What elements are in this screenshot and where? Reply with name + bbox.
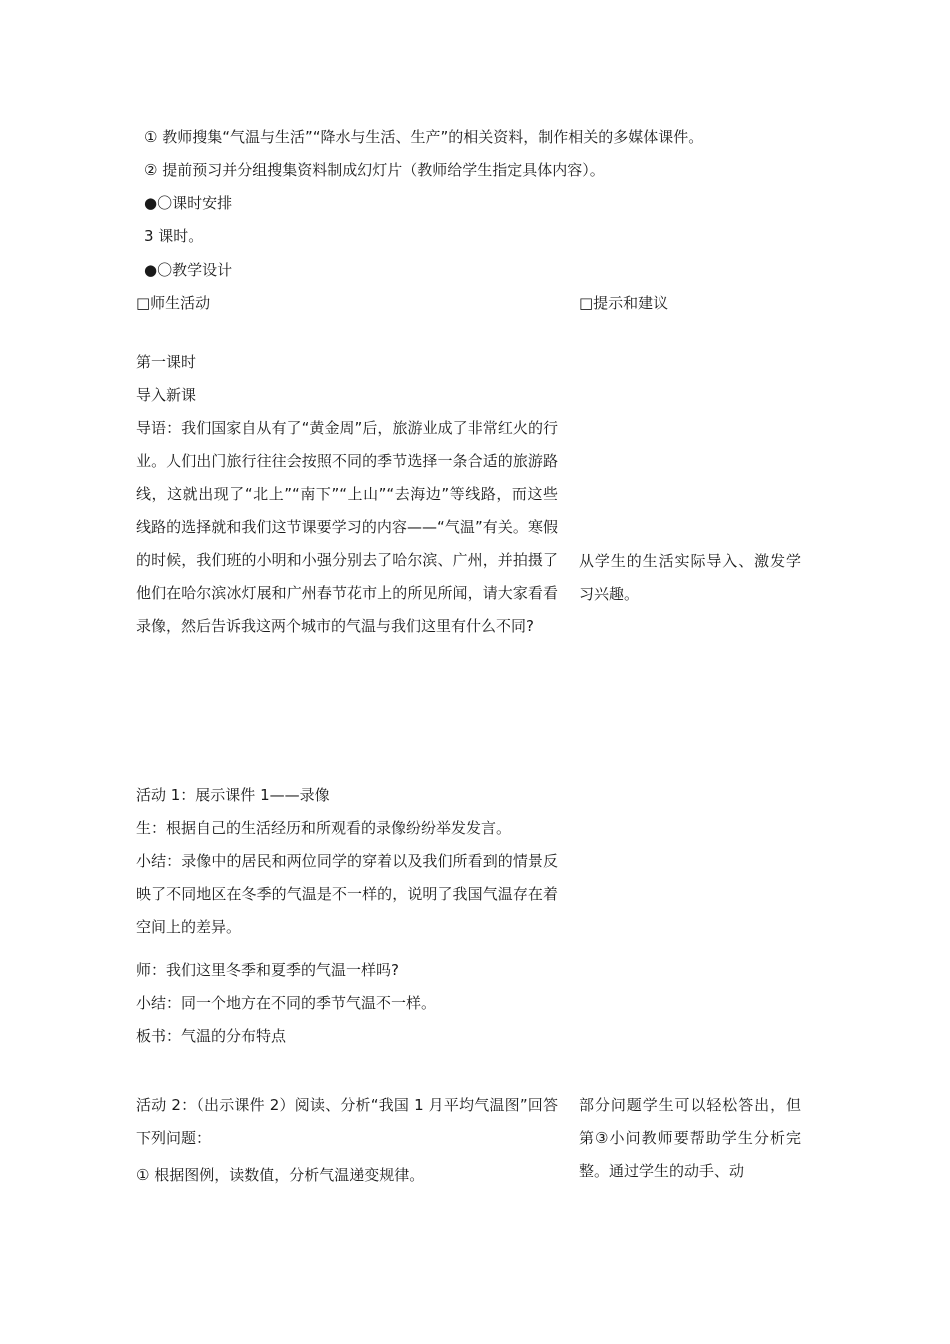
activity1-summary xyxy=(136,845,558,944)
design-heading: ●〇教学设计 xyxy=(144,261,233,279)
intro-note xyxy=(579,545,801,611)
activity2-note-text: 部分问题学生可以轻松答出，但第③小问教师要帮助学生分析完整。通过学生的动手、动 xyxy=(579,1096,801,1180)
intro-text: 导语：我们国家自从有了“黄金周”后，旅游业成了非常红火的行业。人们出门旅行往往会按照不同的季节选择一条合适的旅游路线，这就出现了“北上”“南下”“上山”“去海边”等线路，而这些线路的选择就和我们这节课要学习的内容——“气温”有关。寒假的时候，我们班的小明和小强分别去了哈尔滨、广州，并拍摄了他们在哈尔滨冰灯展和广州春节花市上的所见所闻，请大家看看录像，然后告诉我这两个城市的气温与我们这里有什么不同? xyxy=(136,419,558,635)
lesson-title: 第一课时 xyxy=(136,353,197,371)
activity2-note xyxy=(579,1089,801,1188)
right-column-header: □提示和建议 xyxy=(579,294,669,312)
activity2-q1: ① 根据图例，读数值，分析气温递变规律。 xyxy=(136,1166,425,1184)
activity1-board: 板书：气温的分布特点 xyxy=(136,1027,287,1045)
intro-note-text: 从学生的生活实际导入、激发学习兴趣。 xyxy=(579,552,801,603)
activity1-student: 生：根据自己的生活经历和所观看的录像纷纷举发发言。 xyxy=(136,819,512,837)
activity1-summary2: 小结：同一个地方在不同的季节气温不一样。 xyxy=(136,994,437,1012)
activity1-title: 活动 1：展示课件 1——录像 xyxy=(136,786,330,804)
schedule-heading: ●〇课时安排 xyxy=(144,194,233,212)
activity2-text: 活动 2：（出示课件 2）阅读、分析“我国 1 月平均气温图”回答下列问题： xyxy=(136,1096,558,1147)
prep-item-2: ② 提前预习并分组搜集资料制成幻灯片（教师给学生指定具体内容）。 xyxy=(144,161,605,179)
activity2-paragraph xyxy=(136,1089,558,1155)
schedule-value: 3 课时。 xyxy=(144,227,204,245)
prep-item-1: ① 教师搜集“气温与生活”“降水与生活、生产”的相关资料，制作相关的多媒体课件。 xyxy=(144,128,704,146)
activity1-summary-text: 小结：录像中的居民和两位同学的穿着以及我们所看到的情景反映了不同地区在冬季的气温是不一样的，说明了我国气温存在着空间上的差异。 xyxy=(136,852,558,936)
left-column-header: □师生活动 xyxy=(136,294,211,312)
activity1-teacher: 师：我们这里冬季和夏季的气温一样吗? xyxy=(136,961,399,979)
intro-title: 导入新课 xyxy=(136,386,197,404)
intro-paragraph xyxy=(136,412,558,643)
